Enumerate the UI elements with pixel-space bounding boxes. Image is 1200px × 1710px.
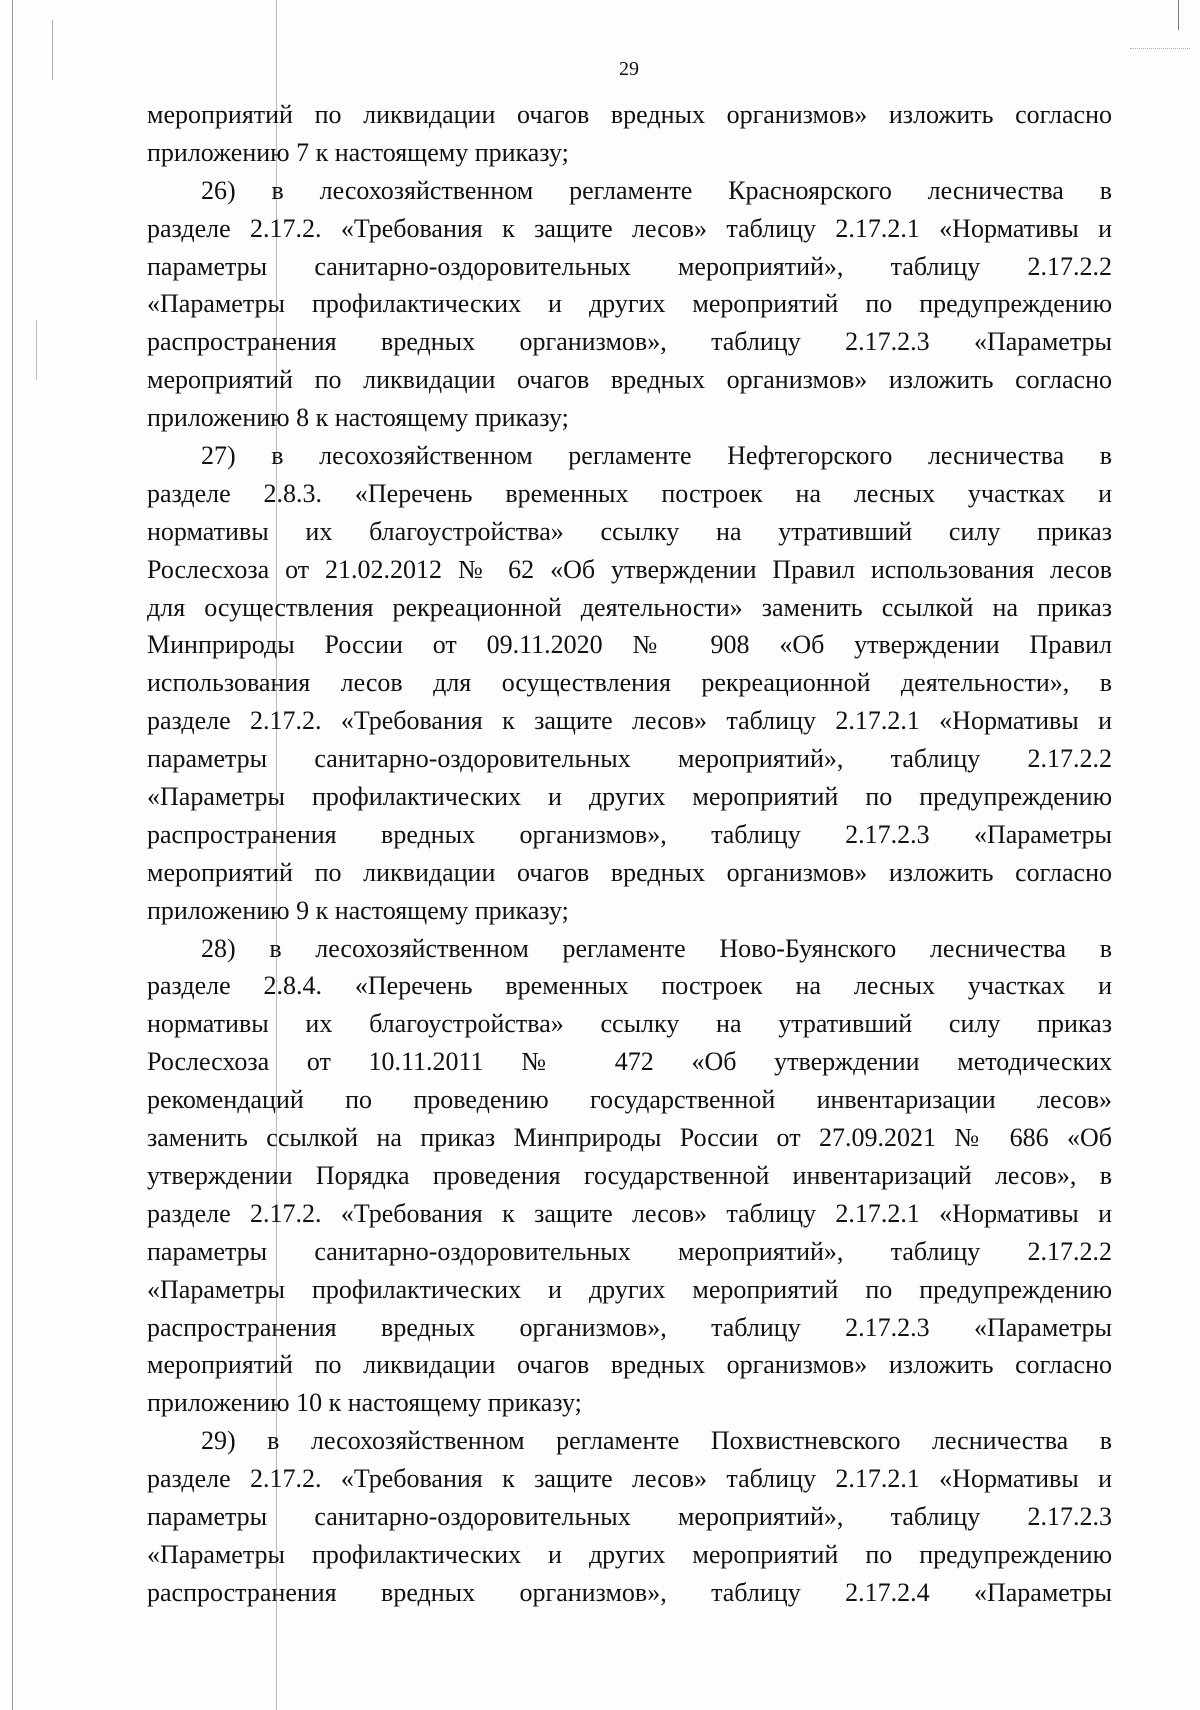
- text-line: приложению 7 к настоящему приказу;: [147, 137, 569, 167]
- paragraph-first-line: 28) в лесохозяйственном регламенте Ново-Буянского лесничества в: [201, 933, 1112, 963]
- text-line: приложению 10 к настоящему приказу;: [147, 1388, 582, 1418]
- text-line: распространения вредных организмов», таблицу 2.17.2.3 «Параметры: [147, 1312, 1112, 1342]
- text-line: приложению 9 к настоящему приказу;: [147, 895, 569, 925]
- text-line: мероприятий по ликвидации очагов вредных организмов» изложить согласно: [147, 857, 1112, 887]
- text-line: приложению 8 к настоящему приказу;: [147, 403, 569, 433]
- text-line: разделе 2.8.3. «Перечень временных построек на лесных участках и: [147, 478, 1112, 508]
- text-line: распространения вредных организмов», таблицу 2.17.2.3 «Параметры: [147, 327, 1112, 357]
- text-line: распространения вредных организмов», таблицу 2.17.2.3 «Параметры: [147, 819, 1112, 849]
- text-line: параметры санитарно-оздоровительных мероприятий», таблицу 2.17.2.3: [147, 1501, 1112, 1531]
- paragraph-first-line: 26) в лесохозяйственном регламенте Красноярского лесничества в: [201, 175, 1112, 205]
- body-text: [147, 96, 1112, 1612]
- text-line: Рослесхоза от 10.11.2011 № 472 «Об утверждении методических: [147, 1047, 1112, 1077]
- text-line: для осуществления рекреационной деятельности» заменить ссылкой на приказ: [147, 592, 1112, 622]
- text-line: разделе 2.8.4. «Перечень временных построек на лесных участках и: [147, 971, 1112, 1001]
- text-line: Рослесхоза от 21.02.2012 № 62 «Об утверждении Правил использования лесов: [147, 554, 1112, 584]
- text-line: разделе 2.17.2. «Требования к защите лесов» таблицу 2.17.2.1 «Нормативы и: [147, 1464, 1112, 1494]
- text-line: заменить ссылкой на приказ Минприроды России от 27.09.2021 № 686 «Об: [147, 1123, 1112, 1153]
- text-line: мероприятий по ликвидации очагов вредных организмов» изложить согласно: [147, 1350, 1112, 1380]
- text-line: нормативы их благоустройства» ссылку на утративший силу приказ: [147, 516, 1112, 546]
- scan-artifact-line: [1178, 0, 1179, 30]
- text-line: распространения вредных организмов», таблицу 2.17.2.4 «Параметры: [147, 1577, 1112, 1607]
- text-line: утверждении Порядка проведения государственной инвентаризаций лесов», в: [147, 1160, 1112, 1190]
- paragraph-first-line: 29) в лесохозяйственном регламенте Похвистневского лесничества в: [201, 1426, 1112, 1456]
- scan-artifact-dots: [1130, 48, 1190, 51]
- text-line: «Параметры профилактических и других мероприятий по предупреждению: [147, 289, 1112, 319]
- text-line: нормативы их благоустройства» ссылку на утративший силу приказ: [147, 1009, 1112, 1039]
- scan-artifact-line: [36, 320, 37, 380]
- text-line: использования лесов для осуществления рекреационной деятельности», в: [147, 668, 1112, 698]
- text-line: мероприятий по ликвидации очагов вредных организмов» изложить согласно: [147, 100, 1112, 129]
- text-line: «Параметры профилактических и других мероприятий по предупреждению: [147, 782, 1112, 812]
- text-line: Минприроды России от 09.11.2020 № 908 «Об утверждении Правил: [147, 630, 1112, 660]
- text-line: параметры санитарно-оздоровительных мероприятий», таблицу 2.17.2.2: [147, 744, 1112, 774]
- text-line: разделе 2.17.2. «Требования к защите лесов» таблицу 2.17.2.1 «Нормативы и: [147, 213, 1112, 243]
- text-line: разделе 2.17.2. «Требования к защите лесов» таблицу 2.17.2.1 «Нормативы и: [147, 706, 1112, 736]
- scan-artifact-line: [12, 0, 13, 1710]
- paragraph-first-line: 27) в лесохозяйственном регламенте Нефтегорского лесничества в: [201, 441, 1112, 471]
- text-line: «Параметры профилактических и других мероприятий по предупреждению: [147, 1539, 1112, 1569]
- text-line: разделе 2.17.2. «Требования к защите лесов» таблицу 2.17.2.1 «Нормативы и: [147, 1198, 1112, 1228]
- page-number: 29: [619, 58, 639, 80]
- text-line: рекомендаций по проведению государственной инвентаризации лесов»: [147, 1085, 1112, 1115]
- text-line: параметры санитарно-оздоровительных мероприятий», таблицу 2.17.2.2: [147, 1236, 1112, 1266]
- text-line: параметры санитарно-оздоровительных мероприятий», таблицу 2.17.2.2: [147, 251, 1112, 281]
- text-line: «Параметры профилактических и других мероприятий по предупреждению: [147, 1274, 1112, 1304]
- text-line: мероприятий по ликвидации очагов вредных организмов» изложить согласно: [147, 365, 1112, 395]
